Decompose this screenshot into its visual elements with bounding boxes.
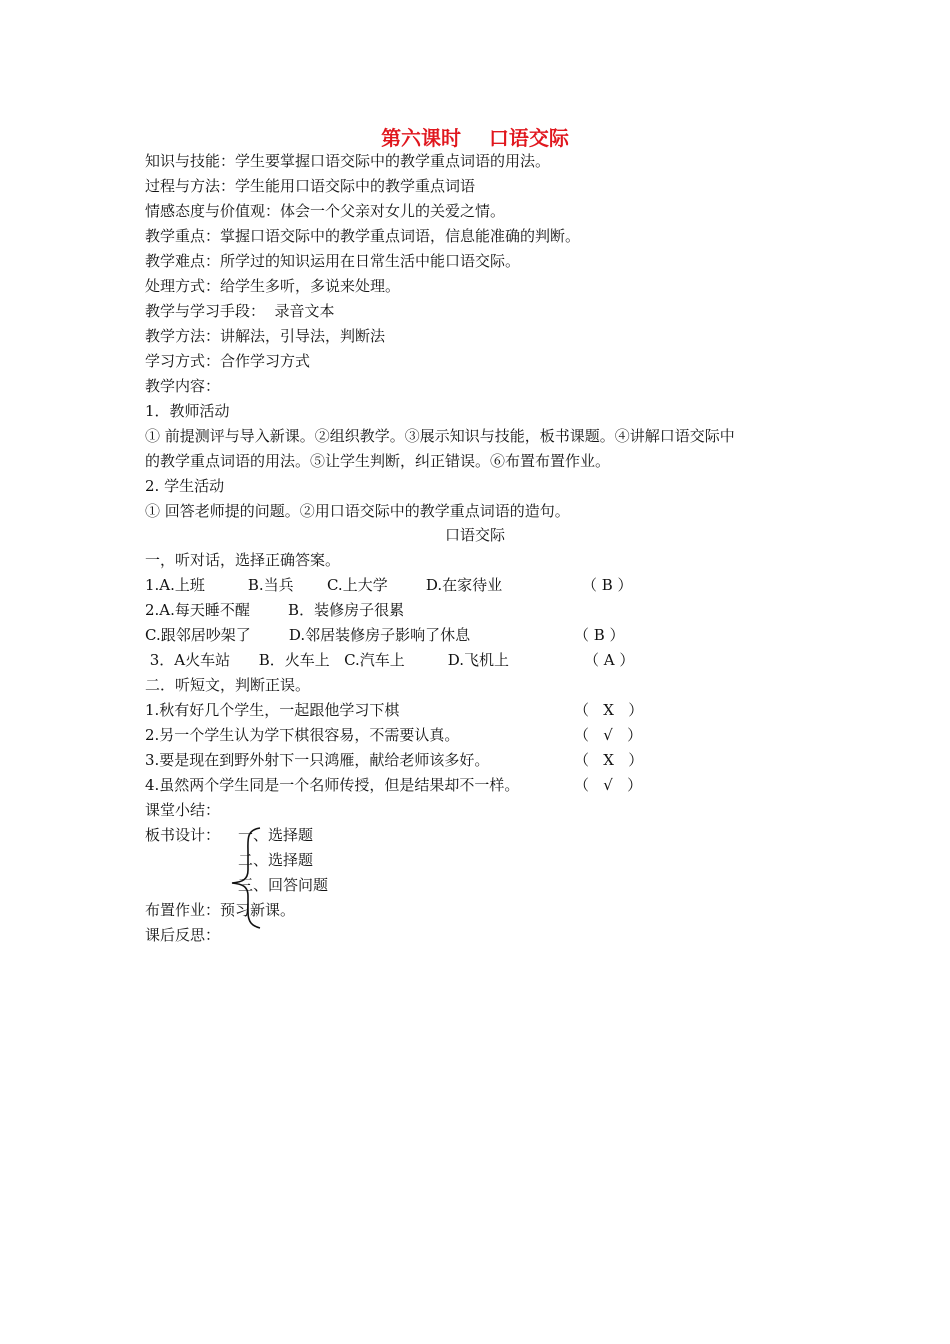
answer-1: （ B ） [582, 576, 633, 594]
after-class-reflection: 课后反思： [145, 926, 221, 944]
board-design-label: 板书设计： [145, 826, 221, 844]
student-activity-line: ① 回答老师提的问题。②用口语交际中的教学重点词语的造句。 [145, 502, 570, 520]
class-summary: 课堂小结： [145, 801, 221, 819]
worksheet-subtitle: 口语交际 [444, 526, 505, 544]
question-3: 3．A火车站 B．火车上 C.汽车上 D.飞机上 [145, 651, 509, 669]
question-2-line1: 2.A.每天睡不醒 B．装修房子很累 [145, 601, 405, 619]
teacher-activity-heading: 1．教师活动 [145, 402, 230, 420]
part2-heading: 二．听短文，判断正误。 [145, 676, 311, 694]
tf-statement: 4.虽然两个学生同是一个名师传授，但是结果却不一样。 [145, 776, 520, 794]
teaching-method: 教学方法：讲解法，引导法，判断法 [145, 327, 386, 345]
handling-method: 处理方式：给学生多听，多说来处理。 [145, 277, 401, 295]
tf-answer: （ √ ） [574, 726, 643, 744]
learning-style: 学习方式：合作学习方式 [145, 352, 311, 370]
teaching-means: 教学与学习手段： 录音文本 [145, 302, 335, 320]
teacher-activity-line: ① 前提测评与导入新课。②组织教学。③展示知识与技能，板书课题。④讲解口语交际中 [145, 427, 735, 445]
objective-knowledge: 知识与技能：学生要掌握口语交际中的教学重点词语的用法。 [145, 152, 551, 170]
tf-statement: 3.要是现在到野外射下一只鸿雁，献给老师该多好。 [145, 751, 490, 769]
question-1: 1.A.上班 B.当兵 C.上大学 D.在家待业 [145, 576, 503, 594]
teaching-focus: 教学重点：掌握口语交际中的教学重点词语，信息能准确的判断。 [145, 227, 581, 245]
question-2-line2: C.跟邻居吵架了 D.邻居装修房子影响了休息 [145, 626, 471, 644]
answer-3: （ A ） [584, 651, 635, 669]
objective-process: 过程与方法：学生能用口语交际中的教学重点词语 [145, 177, 476, 195]
answer-2: （ B ） [574, 626, 625, 644]
tf-answer: （ X ） [574, 751, 644, 769]
objective-attitude: 情感态度与价值观：体会一个父亲对女儿的关爱之情。 [145, 202, 506, 220]
board-item: 一、选择题 [238, 826, 314, 844]
board-item: 三、回答问题 [238, 876, 329, 894]
board-item: 二、选择题 [238, 851, 314, 869]
lesson-title: 第六课时 口语交际 [381, 126, 569, 150]
tf-statement: 2.另一个学生认为学下棋很容易，不需要认真。 [145, 726, 460, 744]
teacher-activity-line: 的教学重点词语的用法。⑤让学生判断，纠正错误。⑥布置布置作业。 [145, 452, 611, 470]
student-activity-heading: 2. 学生活动 [145, 477, 225, 495]
part1-heading: 一，听对话，选择正确答案。 [145, 551, 341, 569]
teaching-difficulty: 教学难点：所学过的知识运用在日常生活中能口语交际。 [145, 252, 521, 270]
tf-answer: （ X ） [574, 701, 644, 719]
tf-answer: （ √ ） [574, 776, 643, 794]
tf-statement: 1.秋有好几个学生，一起跟他学习下棋 [145, 701, 400, 719]
teaching-content-heading: 教学内容： [145, 377, 221, 395]
homework: 布置作业：预习新课。 [145, 901, 296, 919]
